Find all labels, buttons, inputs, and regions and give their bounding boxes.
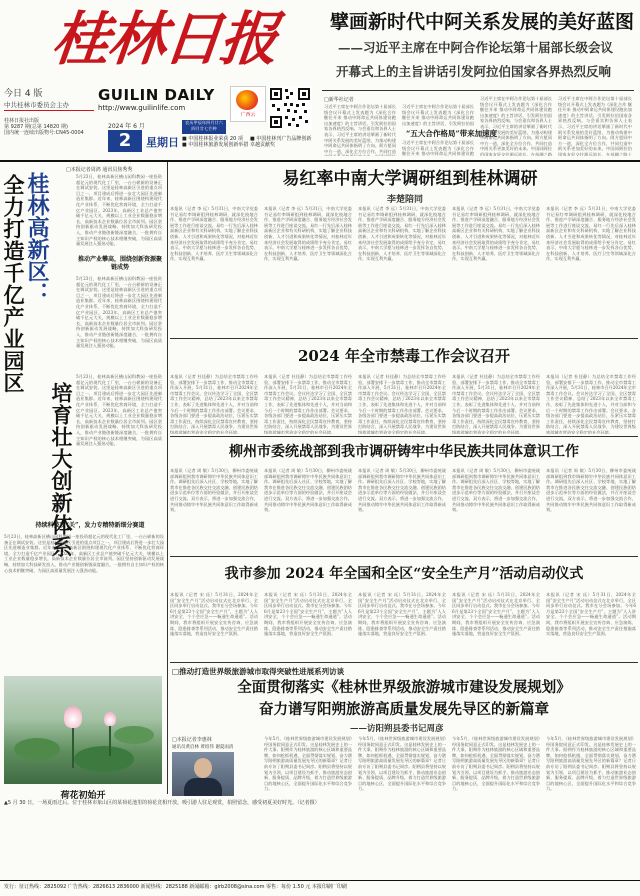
- left-story: [0, 162, 166, 827]
- story-4-col-5: [546, 468, 636, 552]
- story-4-text: 本报讯（记者 周 敏）5月30日，柳州市委统战部调研组到我市调研铸牢中华民族共同体意识工作。调研组先后深入社区、学校等地，实地了解我市在推进各民族交往交流交融、创建民族团结进步示范单位等方面的经验做法，并召开座谈会进行交流。双方表示，将进一步加强交流合作，共同推动铸牢中华民族共同体意识工作取得新成效。: [264, 468, 352, 513]
- story-2-col-4: [452, 206, 540, 334]
- story-3-text: 本报讯（记者 杜佳静）为总结全市禁毒工作经验，部署安排下一步禁毒工作，推动全市禁毒工作深入开展，5月31日，桂林市召开2024年全市禁毒工作会议。会议传达学习了全国、全区禁毒工作会议精神，总结了2023年以来全市禁毒工作，表彰了先进集体和先进个人，并对当前和今后一个时期的禁毒工作作出部署。会议要求，各级各部门要进一步提高政治站位，压紧压实禁毒工作责任，持续深化全民禁毒宣传教育，坚持打防结合，深入开展禁毒人民战争，为建设世界级旅游城市营造安全稳定的社会环境。: [264, 374, 352, 434]
- story-2-text: 本报讯（记者 李 远）5月31日，中南大学党委书记易红率调研组到桂林调研，就深化校地合作、推进产学研深度融合、服务地方经济社会发展等工作进行座谈交流。易红一行先后深入桂林高新区企业和有关科研机构，实地了解企业科技创新、人才引进和成果转化等情况，对桂林近年来经济社会发展取得的成绩给予充分肯定。易红表示，中南大学愿与桂林进一步发挥各自优势，在科技创新、人才培养、医疗卫生等领域深化合作，实现互利共赢。: [264, 206, 352, 262]
- story-2-col-2: [264, 206, 352, 334]
- issue-number: 第 9287 期(总第 14820 期): [4, 124, 68, 130]
- app-logo-label: 广西云: [240, 112, 256, 118]
- left-col-1a: [76, 174, 162, 256]
- news-item[interactable]: 卓越贡献奖: [250, 142, 276, 148]
- serial-number: 国内统一连续出版物号:CN45-0004: [4, 130, 84, 136]
- story-3-col-2: [264, 374, 352, 434]
- story-5-text: 本报讯（记者 宋 珏）5月31日，2024年全国“安全生产月”活动启动仪式在北京举行，全区同步举行启动仪式。我市在分会场参加。今年6月是第23个全国“安全生产月”，主题为“人人讲安全、个个会应急——畅通生命通道”。活动期间，我市将组织开展安全宣传咨询、应急演练、隐患排查等系列活动，推动安全生产责任措施落实落地，营造良好安全生产氛围。: [452, 592, 540, 637]
- story-4-text: 本报讯（记者 周 敏）5月30日，柳州市委统战部调研组到我市调研铸牢中华民族共同体意识工作。调研组先后深入社区、学校等地，实地了解我市在推进各民族交往交流交融、创建民族团结进步示范单位等方面的经验做法，并召开座谈会进行交流。双方表示，将进一步加强交流合作，共同推动铸牢中华民族共同体意识工作取得新成效。: [452, 468, 540, 513]
- story-6-col-2: [264, 736, 352, 794]
- photo-caption-text: ▲5 月 30 日，一场夏雨过后，位于桂林市象山区的某荷花池里的荷花竞相开放，吸引游人驻足观赏，拍照留念，感受初夏美好时光。（记者摄）: [4, 800, 320, 806]
- lead-col-text: 习近平主席在中阿合作论坛第十届部长级会议开幕式上发表题为《深化合作 继往开来 推动中阿命运共同体建设跑出加速度》的主旨讲话，引发阿拉伯国家各界热烈反响。与会嘉宾和各界人士表示，习近平主席的讲话擘画了新时代中阿关系发展的美好蓝图，为推动构建中阿命运共同体指明了方向。阿方愿同中方一道，深化全方位合作，共同打造中阿关系更加美好的未来。中国同阿拉伯国家友好交往源远流长，在丝绸之路: [480, 96, 552, 156]
- story-6-title-2[interactable]: 奋力谱写阳朔旅游高质量发展先导区的新篇章: [259, 701, 549, 718]
- divider: [170, 556, 638, 557]
- story-6-banner: □推动打造世界级旅游城市取得突破性进展系列访谈: [172, 667, 345, 676]
- story-2-text: 本报讯（记者 李 远）5月31日，中南大学党委书记易红率调研组到桂林调研，就深化校地合作、推进产学研深度融合、服务地方经济社会发展等工作进行座谈交流。易红一行先后深入桂林高新区企业和有关科研机构，实地了解企业科技创新、人才引进和成果转化等情况，对桂林近年来经济社会发展取得的成绩给予充分肯定。易红表示，中南大学愿与桂林进一步发挥各自优势，在科技创新、人才培养、医疗卫生等领域深化合作，实现互利共赢。: [170, 206, 258, 262]
- lead-col-text: 习近平主席在中阿合作论坛第十届部长级会议开幕式上发表题为《深化合作 继往开来 推动中阿命运共同体建设跑出加速度》的主旨讲话，引发阿拉伯国家各界热烈反响。与会嘉宾和各界人士表示，习近平主席的讲话擘画了新时代中阿关系发展的美好蓝图，为推动构建中阿命运共同体指明了方向。阿方愿同中方一道，深化全方位合作，共同打造: [324, 104, 396, 154]
- story-2: [170, 162, 638, 338]
- left-story-text: 5月23日，桂林高新区横山园科教园一座投资超亿元的现代化工厂里，一台台崭新的设备正在调试安装。这里是桂林高新区引进的重点项目之一，项目建成后将进一步壮大园区先进制造业集群。近年来，桂林高新区围绕构建现代化产业体系，不断优化营商环境，全力打造千亿产业园区。2023年，高新区工业总产值突破千亿元大关，规模以上工业企业数量稳步增长，高新技术企业数量位居全市前列。园区坚持创新驱动发展战略，持续加大科技研发投入，推动产业链创新链深度融合，一批拥有自主知识产权的核心技术相继突破，为园区高质量发展注入强劲动能。: [76, 276, 162, 349]
- lead-col-2: [402, 104, 474, 126]
- left-story-text: 5月23日，桂林高新区横山园科教园一座投资超亿元的现代化工厂里，一台台崭新的设备正在调试安装。这里是桂林高新区引进的重点项目之一，项目建成后将进一步壮大园区先进制造业集群。近年来，桂林高新区围绕构建现代化产业体系，不断优化营商环境，全力打造千亿产业园区。2023年，高新区工业总产值突破千亿元大关，规模以上工业企业数量稳步增长，高新技术企业数量位居全市前列。园区坚持创新驱动发展战略，持续加大科技研发投入，推动产业链创新链深度融合，一批拥有自主知识产权的核心技术相继突破，为园区高质量发展注入强劲动能。: [4, 534, 164, 573]
- masthead-title: 桂林日报: [48, 5, 280, 73]
- lead-title[interactable]: 擘画新时代中阿关系发展的美好蓝图: [330, 11, 635, 33]
- solar-term: 四月廿七芒种: [191, 126, 217, 131]
- photo-caption-title: 荷花初始开: [60, 791, 106, 801]
- story-5-col-4: [452, 592, 540, 656]
- lead-subtitle-2: 开幕式上的主旨讲话引发阿拉伯国家各界热烈反响: [336, 64, 612, 79]
- story-5-text: 本报讯（记者 宋 珏）5月31日，2024年全国“安全生产月”活动启动仪式在北京举行，全区同步举行启动仪式。我市在分会场参加。今年6月是第23个全国“安全生产月”，主题为“人人讲安全、个个会应急——畅通生命通道”。活动期间，我市将组织开展安全宣传咨询、应急演练、隐患排查等系列活动，推动安全生产责任措施落实落地，营造良好安全生产氛围。: [170, 592, 258, 637]
- story-2-title[interactable]: 易红率中南大学调研组到桂林调研: [282, 169, 538, 189]
- story-2-text: 本报讯（记者 李 远）5月31日，中南大学党委书记易红率调研组到桂林调研，就深化校地合作、推进产学研深度融合、服务地方经济社会发展等工作进行座谈交流。易红一行先后深入桂林高新区企业和有关科研机构，实地了解企业科技创新、人才引进和成果转化等情况，对桂林近年来经济社会发展取得的成绩给予充分肯定。易红表示，中南大学愿与桂林进一步发挥各自优势，在科技创新、人才培养、医疗卫生等领域深化合作，实现互利共赢。: [452, 206, 540, 262]
- lead-tag: □新华社记者: [324, 97, 354, 103]
- story-3-col-3: [358, 374, 446, 434]
- lead-col-1: [324, 104, 396, 156]
- story-2-col-3: [358, 206, 446, 334]
- story-5-col-3: [358, 592, 446, 656]
- qr-code-icon: [268, 86, 312, 130]
- news-item[interactable]: ■ 中国桂林旅游发展创新举措: [182, 142, 249, 148]
- footer-text: 发行：征订热线：2825092 广告热线：2826613 2836000 新闻热线：2825188 新闻邮箱：glrb2008@sina.com 零售：每份 1.50 元 本报印刷厂印刷: [4, 884, 347, 890]
- story-6-text: 今年5月，《桂林世界级旅游城市建设发展规划》经国务院同意正式印发。这是桂林发展史上的一件大事。阳朔作为桂林旅游的核心区域和重要品牌，如何抢抓机遇，全面贯彻落实规划，奋力谱写阳朔旅游高质量发展先导区的新篇章？记者日前专访了阳朔县委书记周彦。阳朔县将坚持以规划为引领，以项目建设为抓手，推动旅游业态创新、服务提质、品牌升级，着力打造世界级旅游目的地核心区，全面提升国际化水平和综合竞争力。: [264, 736, 352, 792]
- story-2-col-1: [170, 206, 258, 334]
- story-2-byline: 李楚陪同: [386, 195, 423, 205]
- news-item[interactable]: ■ 中国桂林报业荣获 20 项: [182, 136, 243, 142]
- masthead-info: [4, 118, 96, 136]
- story-5-text: 本报讯（记者 宋 珏）5月31日，2024年全国“安全生产月”活动启动仪式在北京举行，全区同步举行启动仪式。我市在分会场参加。今年6月是第23个全国“安全生产月”，主题为“人人讲安全、个个会应急——畅通生命通道”。活动期间，我市将组织开展安全宣传咨询、应急演练、隐患排查等系列活动，推动安全生产责任措施落实落地，营造良好安全生产氛围。: [358, 592, 446, 637]
- lead-rule: [322, 90, 634, 91]
- lunar-date: 农历甲辰年四月廿六: [185, 120, 223, 125]
- lotus-photo[interactable]: [4, 676, 162, 784]
- lead-story: [322, 0, 638, 158]
- footer-rule: [0, 880, 640, 881]
- left-col-1b: [76, 276, 162, 374]
- left-story-text: 5月23日，桂林高新区横山园科教园一座投资超亿元的现代化工厂里，一台台崭新的设备正在调试安装。这里是桂林高新区引进的重点项目之一，项目建成后将进一步壮大园区先进制造业集群。近年来，桂林高新区围绕构建现代化产业体系，不断优化营商环境，全力打造千亿产业园区。2023年，高新区工业总产值突破千亿元大关，规模以上工业企业数量稳步增长，高新技术企业数量位居全市前列。园区坚持创新驱动发展战略，持续加大科技研发投入，推动产业链创新链深度融合，一批拥有自主知识产权的核心技术相继突破，为园区高质量发展注入强劲动能。: [76, 174, 162, 247]
- story-3-text: 本报讯（记者 杜佳静）为总结全市禁毒工作经验，部署安排下一步禁毒工作，推动全市禁毒工作深入开展，5月31日，桂林市召开2024年全市禁毒工作会议。会议传达学习了全国、全区禁毒工作会议精神，总结了2023年以来全市禁毒工作，表彰了先进集体和先进个人，并对当前和今后一个时期的禁毒工作作出部署。会议要求，各级各部门要进一步提高政治站位，压紧压实禁毒工作责任，持续深化全民禁毒宣传教育，坚持打防结合，深入开展禁毒人民战争，为建设世界级旅游城市营造安全稳定的社会环境。: [170, 374, 258, 434]
- story-4-text: 本报讯（记者 周 敏）5月30日，柳州市委统战部调研组到我市调研铸牢中华民族共同体意识工作。调研组先后深入社区、学校等地，实地了解我市在推进各民族交往交流交融、创建民族团结进步示范单位等方面的经验做法，并召开座谈会进行交流。双方表示，将进一步加强交流合作，共同推动铸牢中华民族共同体意识工作取得新成效。: [170, 468, 258, 513]
- story-6-col-5: [546, 736, 636, 794]
- left-col-1c: [76, 374, 162, 518]
- leaf-shape: [74, 746, 134, 772]
- story-4-title[interactable]: 柳州市委统战部到我市调研铸牢中华民族共同体意识工作: [229, 444, 579, 460]
- lead-col-text: 习近平主席在中阿合作论坛第十届部长级会议开幕式上发表题为《深化合作 继往开来 推动中阿命运共同体建设跑出加速度》的主旨讲话，引发阿拉伯国家各界热烈反响。与会嘉宾和各界人士表示，习近平主席的讲话擘画了新时代中阿关系发展的美好蓝图，为推动构建中阿命运共同体指明了方向。阿方愿同中方一道，深化全方位合作，共同打造中阿关系更加美好的未来。中国同阿拉伯国家友好交往源远流长，在丝绸之路上: [558, 96, 632, 156]
- story-6: [170, 664, 638, 796]
- story-5-text: 本报讯（记者 宋 珏）5月31日，2024年全国“安全生产月”活动启动仪式在北京举行，全区同步举行启动仪式。我市在分会场参加。今年6月是第23个全国“安全生产月”，主题为“人人讲安全、个个会应急——畅通生命通道”。活动期间，我市将组织开展安全宣传咨询、应急演练、隐患排查等系列活动，推动安全生产责任措施落实落地，营造良好安全生产氛围。: [546, 592, 636, 637]
- lotus-flower-icon: [104, 712, 116, 726]
- site-url[interactable]: http://www.guilinlife.com: [98, 104, 186, 112]
- masthead: [0, 0, 318, 158]
- weekday: 星期日: [146, 136, 179, 149]
- story-4-col-2: [264, 468, 352, 552]
- story-2-text: 本报讯（记者 李 远）5月31日，中南大学党委书记易红率调研组到桂林调研，就深化校地合作、推进产学研深度融合、服务地方经济社会发展等工作进行座谈交流。易红一行先后深入桂林高新区企业和有关科研机构，实地了解企业科技创新、人才引进和成果转化等情况，对桂林近年来经济社会发展取得的成绩给予充分肯定。易红表示，中南大学愿与桂林进一步发挥各自优势，在科技创新、人才培养、医疗卫生等领域深化合作，实现互利共赢。: [358, 206, 446, 262]
- story-2-text: 本报讯（记者 李 远）5月31日，中南大学党委书记易红率调研组到桂林调研，就深化校地合作、推进产学研深度融合、服务地方经济社会发展等工作进行座谈交流。易红一行先后深入桂林高新区企业和有关科研机构，实地了解企业科技创新、人才引进和成果转化等情况，对桂林近年来经济社会发展取得的成绩给予充分肯定。易红表示，中南大学愿与桂林进一步发挥各自优势，在科技创新、人才培养、医疗卫生等领域深化合作，实现互利共赢。: [546, 206, 636, 262]
- story-4-col-4: [452, 468, 540, 552]
- story-3: [170, 340, 638, 436]
- story-4-text: 本报讯（记者 周 敏）5月30日，柳州市委统战部调研组到我市调研铸牢中华民族共同体意识工作。调研组先后深入社区、学校等地，实地了解我市在推进各民族交往交流交融、创建民族团结进步示范单位等方面的经验做法，并召开座谈会进行交流。双方表示，将进一步加强交流合作，共同推动铸牢中华民族共同体意识工作取得新成效。: [358, 468, 446, 513]
- story-5-title[interactable]: 我市参加 2024 年全国和全区“安全生产月”活动启动仪式: [224, 566, 584, 582]
- publisher-info: 桂林日报社出版: [4, 118, 40, 124]
- lead-inner-head: “五大合作格局”带来加速度: [406, 129, 498, 138]
- divider: [170, 338, 638, 339]
- story-3-text: 本报讯（记者 杜佳静）为总结全市禁毒工作经验，部署安排下一步禁毒工作，推动全市禁毒工作深入开展，5月31日，桂林市召开2024年全市禁毒工作会议。会议传达学习了全国、全区禁毒工作会议精神，总结了2023年以来全市禁毒工作，表彰了先进集体和先进个人，并对当前和今后一个时期的禁毒工作作出部署。会议要求，各级各部门要进一步提高政治站位，压紧压实禁毒工作责任，持续深化全民禁毒宣传教育，坚持打防结合，深入开展禁毒人民战争，为建设世界级旅游城市营造安全稳定的社会环境。: [452, 374, 540, 434]
- news-item[interactable]: ■ 中国桂林刊广告品牌创新: [250, 136, 312, 142]
- masthead-news-2: [250, 136, 318, 148]
- left-col-divider: [167, 162, 168, 794]
- story-6-title-1[interactable]: 全面贯彻落实《桂林世界级旅游城市建设发展规划》: [237, 679, 571, 696]
- lead-col-4: [558, 96, 632, 156]
- portrait-body: [184, 778, 222, 796]
- divider: [170, 436, 638, 437]
- brand-en: GUILIN DAILY: [98, 86, 215, 104]
- story-6-text: 今年5月，《桂林世界级旅游城市建设发展规划》经国务院同意正式印发。这是桂林发展史上的一件大事。阳朔作为桂林旅游的核心区域和重要品牌，如何抢抓机遇，全面贯彻落实规划，奋力谱写阳朔旅游高质量发展先导区的新篇章？记者日前专访了阳朔县委书记周彦。阳朔县将坚持以规划为引领，以项目建设为抓手，推动旅游业态创新、服务提质、品牌升级，着力打造世界级旅游目的地核心区，全面提升国际化水平和综合竞争力。: [546, 736, 636, 792]
- story-3-text: 本报讯（记者 杜佳静）为总结全市禁毒工作经验，部署安排下一步禁毒工作，推动全市禁毒工作深入开展，5月31日，桂林市召开2024年全市禁毒工作会议。会议传达学习了全国、全区禁毒工作会议精神，总结了2023年以来全市禁毒工作，表彰了先进集体和先进个人，并对当前和今后一个时期的禁毒工作作出部署。会议要求，各级各部门要进一步提高政治站位，压紧压实禁毒工作责任，持续深化全民禁毒宣传教育，坚持打防结合，深入开展禁毒人民战争，为建设世界级旅游城市营造安全稳定的社会环境。: [358, 374, 446, 434]
- left-col-2: [4, 534, 164, 672]
- story-5: [170, 558, 638, 662]
- left-sub-1: 推动产业攀高，围绕创新资源聚链成势: [78, 256, 163, 271]
- lunar-box: [182, 120, 226, 134]
- story-5-text: 本报讯（记者 宋 珏）5月31日，2024年全国“安全生产月”活动启动仪式在北京举行，全区同步举行启动仪式。我市在分会场参加。今年6月是第23个全国“安全生产月”，主题为“人人讲安全、个个会应急——畅通生命通道”。活动期间，我市将组织开展安全宣传咨询、应急演练、隐患排查等系列活动，推动安全生产责任措施落实落地，营造良好安全生产氛围。: [264, 592, 352, 637]
- leaf-shape: [14, 738, 60, 760]
- lead-col-2b: [402, 140, 474, 156]
- issue-date: 2024 年 6 月: [108, 123, 145, 130]
- story-5-col-1: [170, 592, 258, 656]
- lead-col-3: [480, 96, 552, 156]
- story-3-col-4: [452, 374, 540, 434]
- story-4: [170, 438, 638, 556]
- left-story-tag: □本报记者周鸿 通讯员焦秀秀: [66, 167, 133, 173]
- app-logo: [230, 86, 266, 122]
- story-5-col-2: [264, 592, 352, 656]
- story-6-sub: 通讯员黄启林 黄绍伟 谢夏雨清: [172, 745, 234, 750]
- portrait-head: [194, 758, 212, 778]
- lotus-flower-icon: [64, 706, 82, 728]
- portrait-photo[interactable]: [172, 752, 234, 796]
- story-6-text: 今年5月，《桂林世界级旅游城市建设发展规划》经国务院同意正式印发。这是桂林发展史上的一件大事。阳朔作为桂林旅游的核心区域和重要品牌，如何抢抓机遇，全面贯彻落实规划，奋力谱写阳朔旅游高质量发展先导区的新篇章？记者日前专访了阳朔县委书记周彦。阳朔县将坚持以规划为引领，以项目建设为抓手，推动旅游业态创新、服务提质、品牌升级，着力打造世界级旅游目的地核心区，全面提升国际化水平和综合竞争力。: [358, 736, 446, 792]
- story-2-col-5: [546, 206, 636, 334]
- edition-count: 今日 4 版: [4, 89, 43, 99]
- story-4-col-1: [170, 468, 258, 552]
- vertical-title-2[interactable]: 全力打造千亿产业园区: [1, 174, 26, 394]
- story-3-col-5: [546, 374, 636, 434]
- story-4-text: 本报讯（记者 周 敏）5月30日，柳州市委统战部调研组到我市调研铸牢中华民族共同体意识工作。调研组先后深入社区、学校等地，实地了解我市在推进各民族交往交流交融、创建民族团结进步示范单位等方面的经验做法，并召开座谈会进行交流。双方表示，将进一步加强交流合作，共同推动铸牢中华民族共同体意识工作取得新成效。: [546, 468, 636, 513]
- story-6-text: 今年5月，《桂林世界级旅游城市建设发展规划》经国务院同意正式印发。这是桂林发展史上的一件大事。阳朔作为桂林旅游的核心区域和重要品牌，如何抢抓机遇，全面贯彻落实规划，奋力谱写阳朔旅游高质量发展先导区的新篇章？记者日前专访了阳朔县委书记周彦。阳朔县将坚持以规划为引领，以项目建设为抓手，推动旅游业态创新、服务提质、品牌升级，着力打造世界级旅游目的地核心区，全面提升国际化水平和综合竞争力。: [452, 736, 540, 792]
- publisher: 中共桂林市委员会主办: [4, 101, 69, 109]
- story-3-col-1: [170, 374, 258, 434]
- vertical-title-3[interactable]: 培育壮大创新体系: [49, 382, 74, 558]
- vertical-title-1[interactable]: 桂林高新区：: [24, 172, 50, 304]
- story-6-col-3: [358, 736, 446, 794]
- day-box: [108, 130, 142, 152]
- day-number: 2: [118, 130, 132, 151]
- left-story-text: 5月23日，桂林高新区横山园科教园一座投资超亿元的现代化工厂里，一台台崭新的设备正在调试安装。这里是桂林高新区引进的重点项目之一，项目建成后将进一步壮大园区先进制造业集群。近年来，桂林高新区围绕构建现代化产业体系，不断优化营商环境，全力打造千亿产业园区。2023年，高新区工业总产值突破千亿元大关，规模以上工业企业数量稳步增长，高新技术企业数量位居全市前列。园区坚持创新驱动发展战略，持续加大科技研发投入，推动产业链创新链深度融合，一批拥有自主知识产权的核心技术相继突破，为园区高质量发展注入强劲动能。: [76, 374, 162, 447]
- story-6-col-4: [452, 736, 540, 794]
- story-3-title[interactable]: 2024 年全市禁毒工作会议召开: [298, 347, 510, 365]
- lead-col-text: 习近平主席在中阿合作论坛第十届部长级会议开幕式上发表题为《深化合作 继往开来 推动中阿命运共同体建设跑: [402, 140, 474, 156]
- lead-col-text: 习近平主席在中阿合作论坛第十届部长级会议开幕式上发表题为《深化合作 继往开来 推动中阿命运共同体建设跑出加速度》的主旨讲话，引发阿拉伯国: [402, 104, 474, 126]
- divider: [170, 662, 638, 663]
- story-5-col-5: [546, 592, 636, 656]
- story-4-col-3: [358, 468, 446, 552]
- story-6-tag: □本报记者李惠林: [172, 737, 212, 743]
- story-6-byline: ——访阳朔县委书记周彦: [350, 724, 444, 734]
- left-sub-2: 持续科技攻“关”，发力专精特新细分赛道: [35, 522, 145, 529]
- lotus-stem: [72, 728, 74, 768]
- masthead-divider: [4, 110, 94, 111]
- story-3-text: 本报讯（记者 杜佳静）为总结全市禁毒工作经验，部署安排下一步禁毒工作，推动全市禁毒工作深入开展，5月31日，桂林市召开2024年全市禁毒工作会议。会议传达学习了全国、全区禁毒工作会议精神，总结了2023年以来全市禁毒工作，表彰了先进集体和先进个人，并对当前和今后一个时期的禁毒工作作出部署。会议要求，各级各部门要进一步提高政治站位，压紧压实禁毒工作责任，持续深化全民禁毒宣传教育，坚持打防结合，深入开展禁毒人民战争，为建设世界级旅游城市营造安全稳定的社会环境。: [546, 374, 636, 434]
- app-logo-icon: [236, 90, 258, 110]
- leaf-shape: [114, 726, 154, 744]
- lead-subtitle-1: ——习近平主席在中阿合作论坛第十届部长级会议: [338, 40, 614, 55]
- lotus-stem: [109, 726, 111, 756]
